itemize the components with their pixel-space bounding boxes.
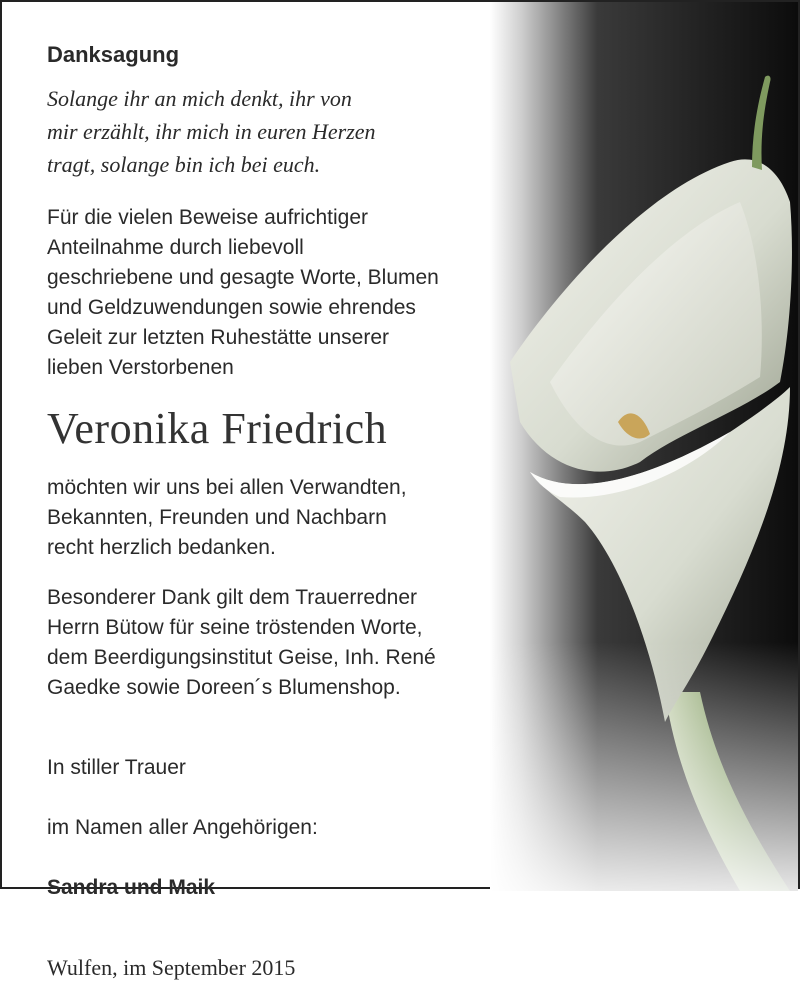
calla-lily-icon: [490, 2, 798, 891]
place-date: Wulfen, im September 2015: [47, 955, 296, 980]
heading: Danksagung: [47, 42, 180, 67]
deceased-name: Veronika Friedrich: [47, 404, 388, 453]
special-thanks-paragraph: Besonderer Dank gilt dem Trauerredner Herrn Bütow für seine tröstenden Worte, dem Beerdigungsinstitut Geise, Inh. René Gaedke sowie Doreen´s Blumenshop.: [47, 586, 436, 699]
signers: Sandra und Maik: [47, 876, 216, 899]
closing-block: [47, 723, 517, 933]
thanks-paragraph: möchten wir uns bei allen Verwandten, Bekannten, Freunden und Nachbarn recht herzlich bedanken.: [47, 476, 407, 559]
text-column: [47, 42, 517, 981]
calla-lily-photo: [490, 2, 798, 891]
closing-line-2: im Namen aller Angehörigen:: [47, 816, 318, 839]
motto-quote: Solange ihr an mich denkt, ihr von mir erzählt, ihr mich in euren Herzen tragt, solange bin ich bei euch.: [47, 86, 376, 177]
intro-paragraph: Für die vielen Beweise aufrichtiger Anteilnahme durch liebevoll geschriebene und gesagte Worte, Blumen und Geldzuwendungen sowie ehrendes Geleit zur letzten Ruhestätte unserer lieben Verstorbenen: [47, 206, 439, 379]
closing-line-1: In stiller Trauer: [47, 756, 186, 779]
